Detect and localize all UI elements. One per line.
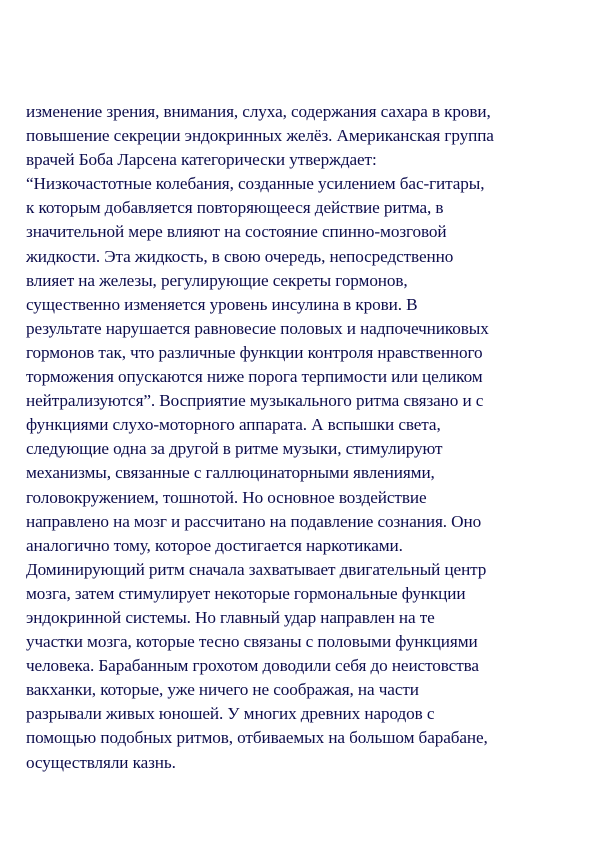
text-line: человека. Барабанным грохотом доводили себя до неистовства xyxy=(26,656,479,676)
text-line: мозга, затем стимулирует некоторые гормональные функции xyxy=(26,583,466,603)
text-line: торможения опускаются ниже порога терпимости или целиком xyxy=(26,367,483,387)
text-line: осуществляли казнь. xyxy=(26,752,176,772)
text-line: вакханки, которые, уже ничего не соображая, на части xyxy=(26,680,419,700)
text-line: врачей Боба Ларсена категорически утверждает: xyxy=(26,150,377,170)
text-line: участки мозга, которые тесно связаны с половыми функциями xyxy=(26,632,478,652)
text-line: “Низкочастотные колебания, созданные усилением бас-гитары, xyxy=(26,174,485,194)
text-line: гормонов так, что различные функции контроля нравственного xyxy=(26,342,483,362)
text-line: нейтрализуются”. Восприятие музыкального ритма связано и с xyxy=(26,391,484,411)
text-line: эндокринной системы. Но главный удар направлен на те xyxy=(26,607,435,627)
text-line: результате нарушается равновесие половых и надпочечниковых xyxy=(26,318,489,338)
text-line: Доминирующий ритм сначала захватывает двигательный центр xyxy=(26,559,487,579)
text-line: механизмы, связанные с галлюцинаторными явлениями, xyxy=(26,463,435,483)
text-line: жидкости. Эта жидкость, в свою очередь, непосредственно xyxy=(26,246,454,266)
text-line: головокружением, тошнотой. Но основное воздействие xyxy=(26,487,427,507)
text-line: изменение зрения, внимания, слуха, содержания сахара в крови, xyxy=(26,102,491,121)
text-line: повышение секреции эндокринных желёз. Американская группа xyxy=(26,126,494,146)
text-line: значительной мере влияют на состояние спинно-мозговой xyxy=(26,222,447,242)
text-line: существенно изменяется уровень инсулина в крови. В xyxy=(26,294,418,314)
text-line: к которым добавляется повторяющееся действие ритма, в xyxy=(26,198,444,218)
text-line: влияет на железы, регулирующие секреты гормонов, xyxy=(26,270,408,290)
text-line: следующие одна за другой в ритме музыки, стимулируют xyxy=(26,439,443,459)
text-line: направлено на мозг и рассчитано на подавление сознания. Оно xyxy=(26,511,482,531)
text-line: функциями слухо-моторного аппарата. А вспышки света, xyxy=(26,415,441,435)
text-line: разрывали живых юношей. У многих древних народов с xyxy=(26,704,435,724)
text-line: аналогично тому, которое достигается наркотиками. xyxy=(26,535,403,555)
text-line: помощью подобных ритмов, отбиваемых на большом барабане, xyxy=(26,728,488,748)
body-text xyxy=(26,100,571,775)
